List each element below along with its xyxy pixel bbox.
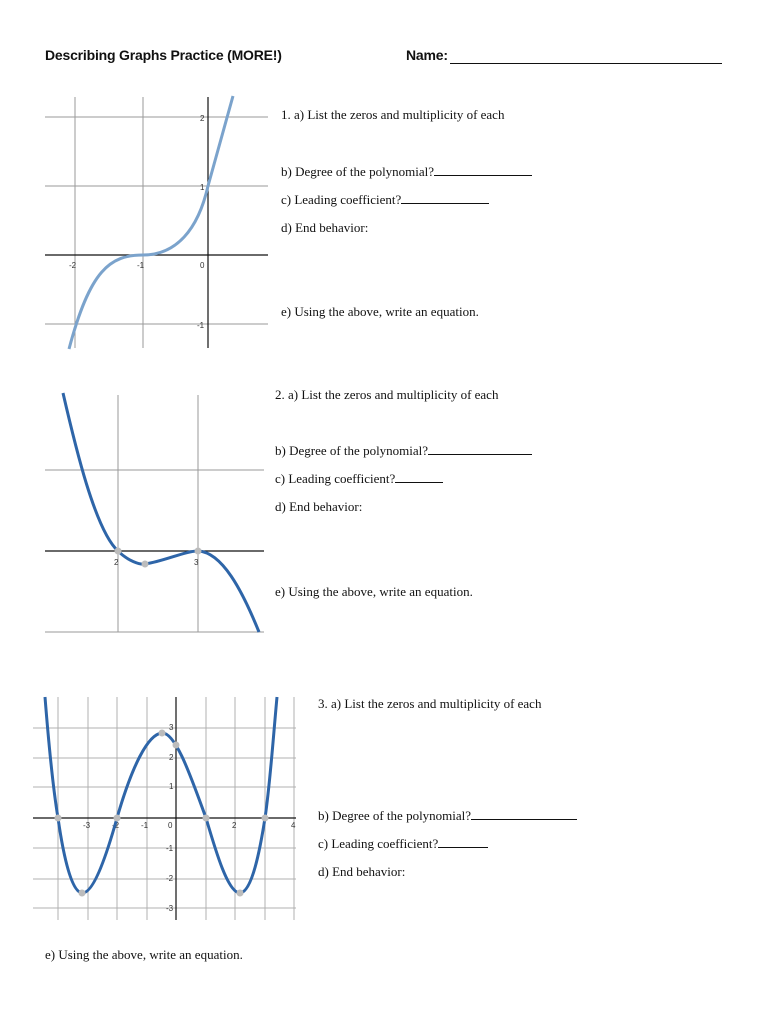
y-intercept-point [173, 742, 180, 749]
polynomial-curve [45, 697, 277, 893]
x-tick-label: -1 [137, 261, 145, 270]
turning-point [79, 890, 86, 897]
y-tick-label: 1 [169, 782, 174, 791]
x-tick-label: -2 [112, 821, 120, 830]
answer-blank[interactable] [471, 818, 577, 820]
q3-part-a: 3. a) List the zeros and multiplicity of each [318, 696, 542, 711]
y-tick-label: 1 [200, 183, 205, 192]
q2-part-b: b) Degree of the polynomial? [275, 443, 532, 459]
q1-part-e: e) Using the above, write an equation. [281, 304, 479, 319]
y-tick-label: -3 [166, 904, 174, 913]
x-tick-label: -1 [141, 821, 149, 830]
x-tick-label: -3 [83, 821, 91, 830]
x-tick-label: 2 [232, 821, 237, 830]
turning-point [237, 890, 244, 897]
turning-point [159, 730, 166, 737]
worksheet-title: Describing Graphs Practice (MORE!) [45, 47, 282, 63]
name-label: Name: [406, 47, 448, 63]
q1-part-a: 1. a) List the zeros and multiplicity of each [281, 107, 505, 122]
x-tick-label: 0 [168, 821, 173, 830]
zero-point [262, 815, 269, 822]
y-tick-label: -1 [197, 321, 205, 330]
zero-point [114, 815, 121, 822]
x-tick-label: 3 [194, 558, 199, 567]
y-tick-label: -1 [166, 844, 174, 853]
y-tick-label: 2 [200, 114, 205, 123]
x-tick-label: -2 [69, 261, 77, 270]
q3-part-b: b) Degree of the polynomial? [318, 808, 577, 824]
q2-part-e: e) Using the above, write an equation. [275, 584, 473, 599]
y-tick-label: -2 [166, 874, 174, 883]
zero-point [203, 815, 210, 822]
q2-part-a: 2. a) List the zeros and multiplicity of each [275, 387, 499, 402]
q3-part-d: d) End behavior: [318, 864, 406, 879]
q3-part-e: e) Using the above, write an equation. [45, 947, 243, 962]
q1-part-c: c) Leading coefficient? [281, 192, 489, 208]
x-tick-label: 0 [200, 261, 205, 270]
q2-part-d: d) End behavior: [275, 499, 363, 514]
zero-point [55, 815, 62, 822]
x-tick-label: 2 [114, 558, 119, 567]
q2-part-c: c) Leading coefficient? [275, 471, 443, 487]
x-tick-label: 4 [291, 821, 296, 830]
y-tick-label: 3 [169, 723, 174, 732]
q1-part-b: b) Degree of the polynomial? [281, 164, 532, 180]
y-tick-label: 2 [169, 753, 174, 762]
q1-part-d: d) End behavior: [281, 220, 369, 235]
answer-blank[interactable] [438, 846, 488, 848]
q3-part-c: c) Leading coefficient? [318, 836, 488, 852]
